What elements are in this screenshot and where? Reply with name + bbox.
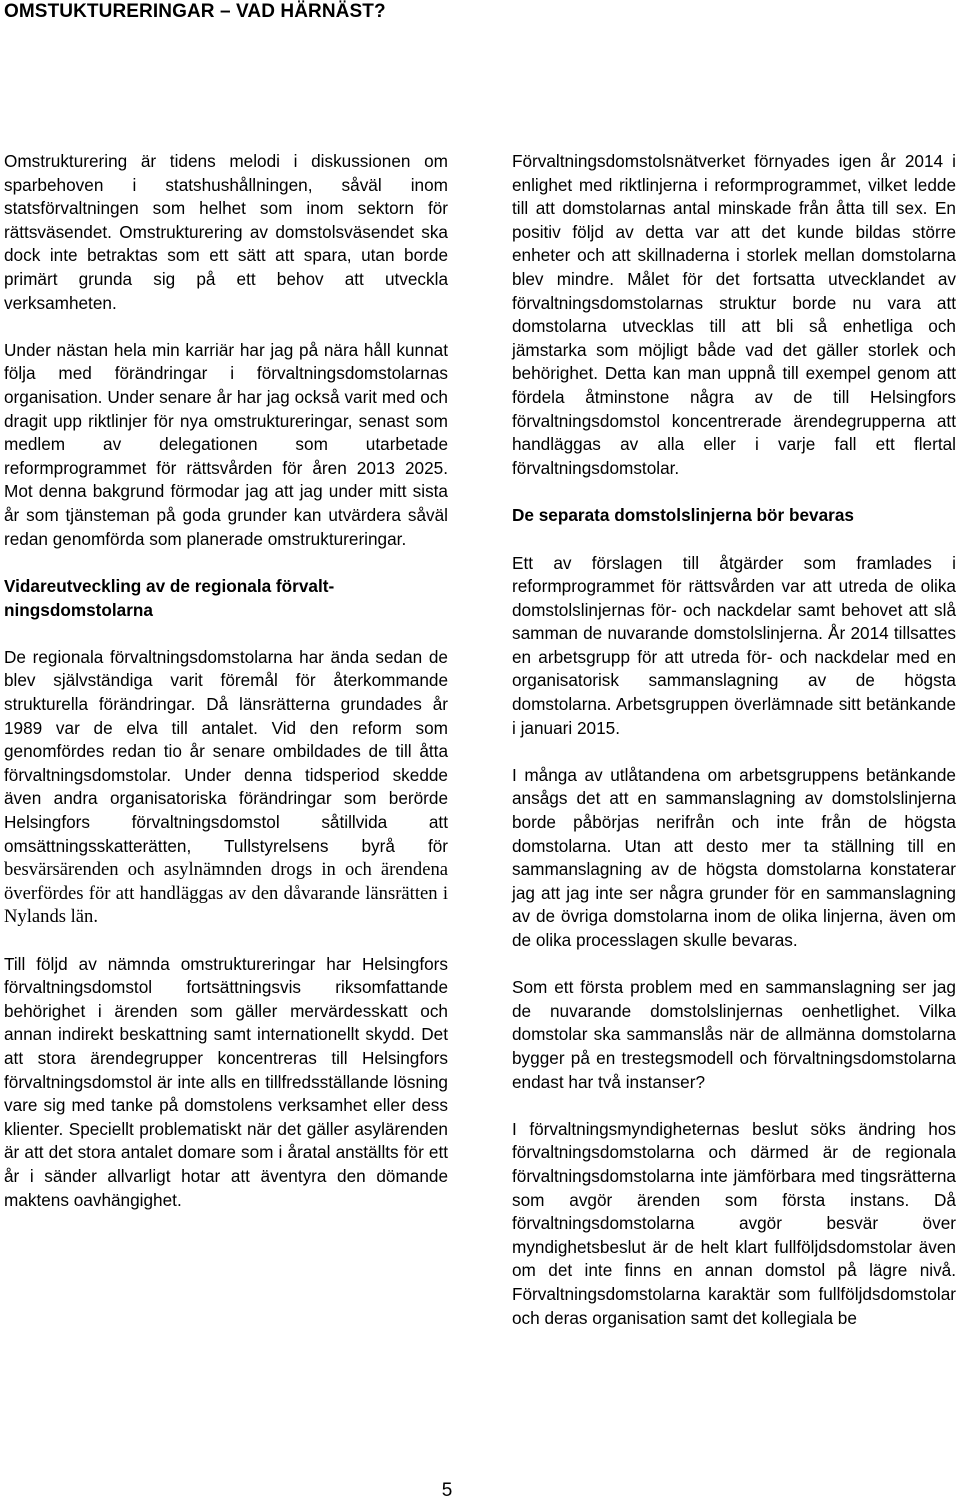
appeal-paragraph: I förvaltningsmyndigheternas beslut söks ändring hos förvaltningsdomstolarna och därmed är de regionala förvaltningsdomstolarna inte jämförbara med tingsrätterna som avgör ärenden som första instans. Då förvaltningsdomstolarna avgör besvär över myndighetsbeslut är de helt klart fullföljdsdomstolar även om det inte finns en annan domstol på lägre nivå. Förvaltningsdomstolarna karaktär som fullföljdsdomstolar och deras organisation samt det kollegiala be [512, 1118, 956, 1328]
career-paragraph: Under nästan hela min karriär har jag på nära håll kunnat följa med förändringar i förvaltningsdomstolarnas organisation. Under senare år har jag också varit med och dragit upp riktlinjer för nya omstruktureringar, senast som medlem av delegationen som utarbetade reformprogrammet för rättsvården för åren 2013 2025. Mot denna bakgrund förmodar jag att jag under mitt sista år som tjänsteman på goda grunder kan utvärdera såväl redan genomförda som planerade omstruktureringar. [4, 339, 448, 549]
section-heading-regional-courts: Vidareutveckling av de regionala förvaltningsdomstolarna [4, 576, 335, 620]
page-title: OMSTUKTURERINGAR – VAD HÄRNÄST? [4, 1, 386, 22]
page-number: 5 [441, 1480, 453, 1501]
network-renewal-paragraph: Förvaltningsdomstolsnätverket förnyades igen år 2014 i enlighet med riktlinjerna i reformprogrammet, vilket ledde till att domstolarnas antal minskade från åtta till sex. En positiv följd av detta var att det kunde bildas större enheter och att skillnaderna i storlek mellan domstolarna blev mindre. Målet för det fortsatta utvecklandet av förvaltningsdomstolarnas struktur borde nu vara att domstolarna utvecklas till att bli så enhetliga och jämstarka som möjligt både vad det gäller storlek och behörighet. Detta kan man uppnå till exempel genom att fördela åtminstone några av de till Helsingfors förvaltningsdomstol koncentrerade ärendegrupperna att handläggas av alla eller i varje fall ett flertal förvaltningsdomstolar. [512, 151, 956, 478]
right-column [512, 150, 956, 1330]
regional-courts-paragraph [4, 646, 448, 929]
helsinki-court-paragraph: Till följd av nämnda omstruktureringar har Helsingfors förvaltningsdomstol fortsättningsvis riksomfattande behörighet i ärenden som gäller mervärdesskatt och annan indirekt beskattning samt internationellt skydd. Det att stora ärendegrupper koncentreras till Helsingfors förvaltningsdomstol är inte alls en tillfredsställande lösning vare sig med tanke på domstolens verksamhet eller dess klienter. Speciellt problematiskt när det gäller asylärenden är att det stora antalet domare som i åratal anställts för ett år i sänder allvarligt hotar att äventyra den dömande maktens oavhängighet. [4, 953, 448, 1210]
regional-courts-text-sans: De regionala förvaltningsdomstolarna har ända sedan de blev självständiga varit föremål för återkommande strukturella förändringar. Då länsrätterna grundades år 1989 var de elva till antalet. Vid den reform som genomfördes redan tio år senare ombildades de till åtta förvaltningsdomstolar. Under denna tidsperiod skedde även andra organisatoriska förändringar som berörde Helsingfors förvaltningsdomstol såtillvida att omsättningsskatterätten, Tullstyrelsens byrå för [4, 646, 448, 856]
first-problem-paragraph: Som ett första problem med en sammanslagning ser jag de nuvarande domstolslinjernas oenhetlighet. Vilka domstolar ska sammanslås när de allmänna domstolarna bygger på en trestegsmodell och förvaltningsdomstolarna endast har två instanser? [512, 977, 956, 1092]
intro-paragraph: Omstrukturering är tidens melodi i diskussionen om sparbehoven i statshushållningen, såväl inom statsförvaltningen som helhet som inom sektorn för rättsväsendet. Omstrukturering av domstolsväsendet ska dock inte betraktas som ett sätt att spara, utan borde primärt grunda sig på ett behov att utveckla verksamheten. [4, 151, 448, 313]
left-column [4, 150, 448, 1212]
statements-paragraph: I många av utlåtandena om arbetsgruppens betänkande ansågs det att en sammanslagning av domstolslinjerna borde påbörjas nerifrån och inte från de högsta domstolarna. Utan att desto mer ta ställning till en sammanslagning av de högsta domstolarna konstaterar jag att jag inte ser några grunder för en sammanslagning av de övriga domstolarna inom de olika linjerna, även om de olika processlagen skulle bevaras. [512, 764, 956, 950]
section-heading-court-lines: De separata domstolslinjerna bör bevaras [512, 505, 854, 526]
regional-courts-text-serif: besvärsärenden och asylnämnden drogs in och ärendena överfördes för att handläggas av den dåvarande länsrätten i Nylands län. [4, 859, 448, 928]
reform-proposal-paragraph: Ett av förslagen till åtgärder som framlades i reformprogrammet för rättsvården var att utreda de olika domstolslinjernas för- och nackdelar samt behovet att slå samman de nuvarande domstolslinjerna. År 2014 tillsattes en arbetsgrupp för att utreda för- och nackdelar med en organisatorisk sammanslagning av de högsta domstolarna. Arbetsgruppen överlämnade sitt betänkande i januari 2015. [512, 552, 956, 738]
